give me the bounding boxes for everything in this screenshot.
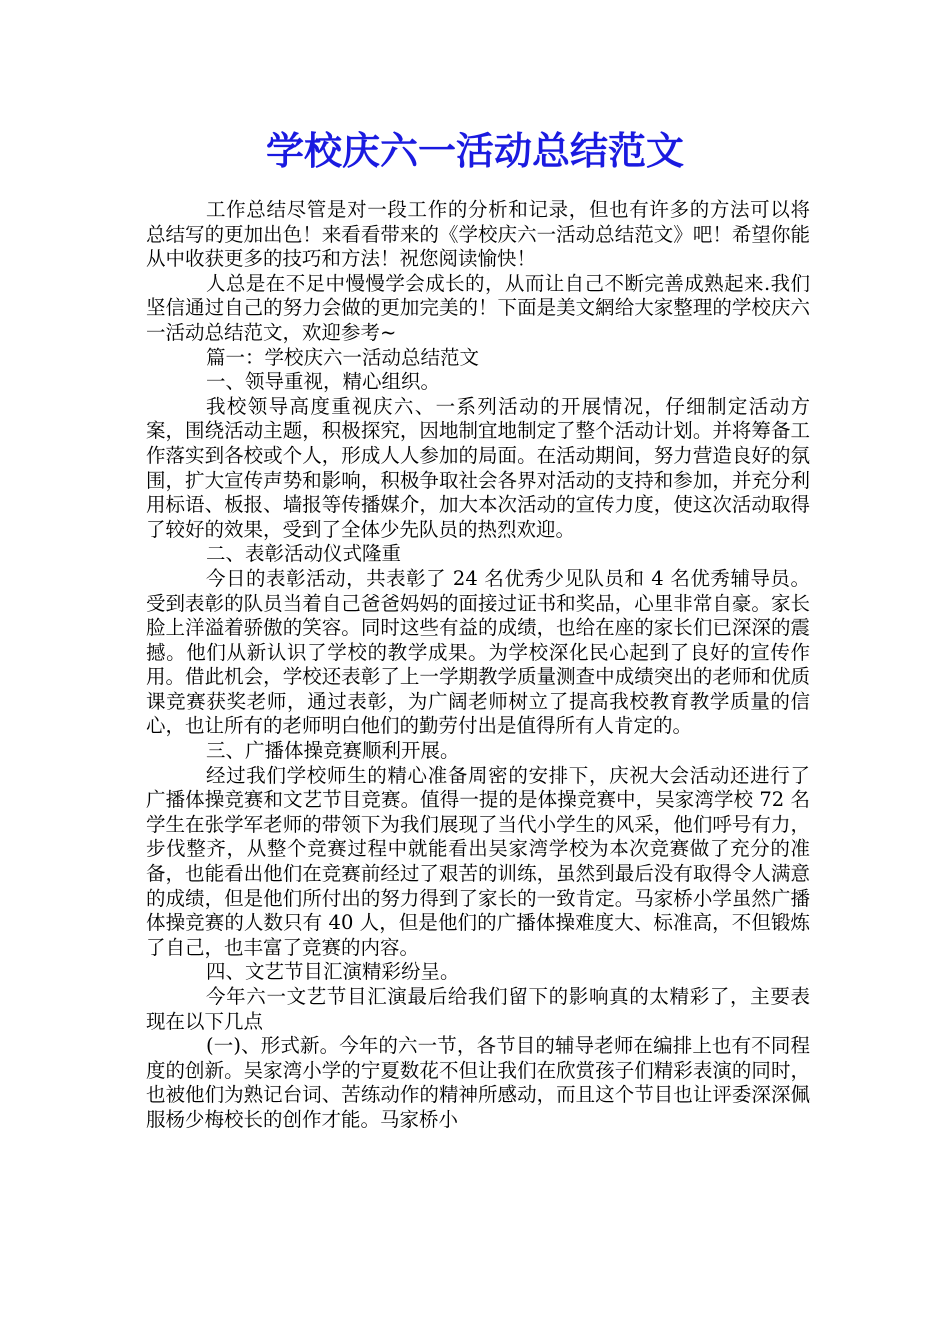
paragraph-section-2: 今日的表彰活动，共表彰了 24 名优秀少见队员和 4 名优秀辅导员。受到表彰的队员当着自己爸爸妈妈的面接过证书和奖品，心里非常自豪。家长脸上洋溢着骄傲的笑容。同时这些有益的成绩，也给在座的家长们已深深的震撼。他们从新认识了学校的教学成果。为学校深化民心起到了良好的宣传作用。借此机会，学校还表彰了上一学期教学质量测查中成绩突出的老师和优质课竞赛获奖老师，通过表彰，为广阔老师树立了提高我校教育教学质量的信心，也让所有的老师明白他们的勤劳付出是值得所有人肯定的。 [146,566,810,738]
section-heading-1: 一、领导重视，精心组织。 [206,370,441,394]
document-title: 学校庆六一活动总结范文 [265,128,684,173]
paragraph-section-3: 经过我们学校师生的精心准备周密的安排下，庆祝大会活动还进行了广播体操竞赛和文艺节目竞赛。值得一提的是体操竞赛中，吴家湾学校 72 名学生在张学军老师的带领下为我们展现了当代小学生的风采，他们呼号有力，步伐整齐，从整个竞赛过程中就能看出吴家湾学校为本次竞赛做了充分的准备，也能看出他们在竞赛前经过了艰苦的训练，虽然到最后没有取得令人满意的成绩，但是他们所付出的努力得到了家长的一致肯定。马家桥小学虽然广播体操竞赛的人数只有 40 人，但是他们的广播体操难度大、标准高，不但锻炼了自己，也丰富了竞赛的内容。 [146,763,810,959]
document-body [146,198,810,1133]
paragraph-intro-2: 人总是在不足中慢慢学会成长的，从而让自己不断完善成熟起来.我们坚信通过自己的努力会做的更加完美的！下面是美文網给大家整理的学校庆六一活动总结范文，欢迎参考~ [146,271,810,344]
section-heading-3: 三、广播体操竞赛顺利开展。 [206,739,460,763]
section-heading-part-one: 篇一：学校庆六一活动总结范文 [206,345,480,369]
paragraph-section-1: 我校领导高度重视庆六、一系列活动的开展情况，仔细制定活动方案，围绕活动主题，积极探究，因地制宜地制定了整个活动计划。并将筹备工作落实到各校或个人，形成人人参加的局面。在活动期间，努力营造良好的氛围，扩大宣传声势和影响，积极争取社会各界对活动的支持和参加，并充分利用标语、板报、墙报等传播媒介，加大本次活动的宣传力度，使这次活动取得了较好的效果，受到了全体少先队员的热烈欢迎。 [146,394,810,541]
section-heading-4: 四、文艺节目汇演精彩纷呈。 [206,960,460,984]
paragraph-section-4: 今年六一文艺节目汇演最后给我们留下的影响真的太精彩了，主要表现在以下几点 [146,985,810,1033]
paragraph-section-4-item-1: (一)、形式新。今年的六一节，各节目的辅导老师在编排上也有不同程度的创新。吴家湾小学的宁夏数花不但让我们在欣赏孩子们精彩表演的同时，也被他们为熟记台词、苦练动作的精神所感动，而且这个节目也让评委深深佩服杨少梅校长的创作才能。马家桥小 [146,1034,810,1131]
paragraph-intro: 工作总结尽管是对一段工作的分析和记录，但也有许多的方法可以将总结写的更加出色！来看看带来的《学校庆六一活动总结范文》吧！希望你能从中收获更多的技巧和方法！祝您阅读愉快！ [146,198,810,271]
section-heading-2: 二、表彰活动仪式隆重 [206,542,402,566]
